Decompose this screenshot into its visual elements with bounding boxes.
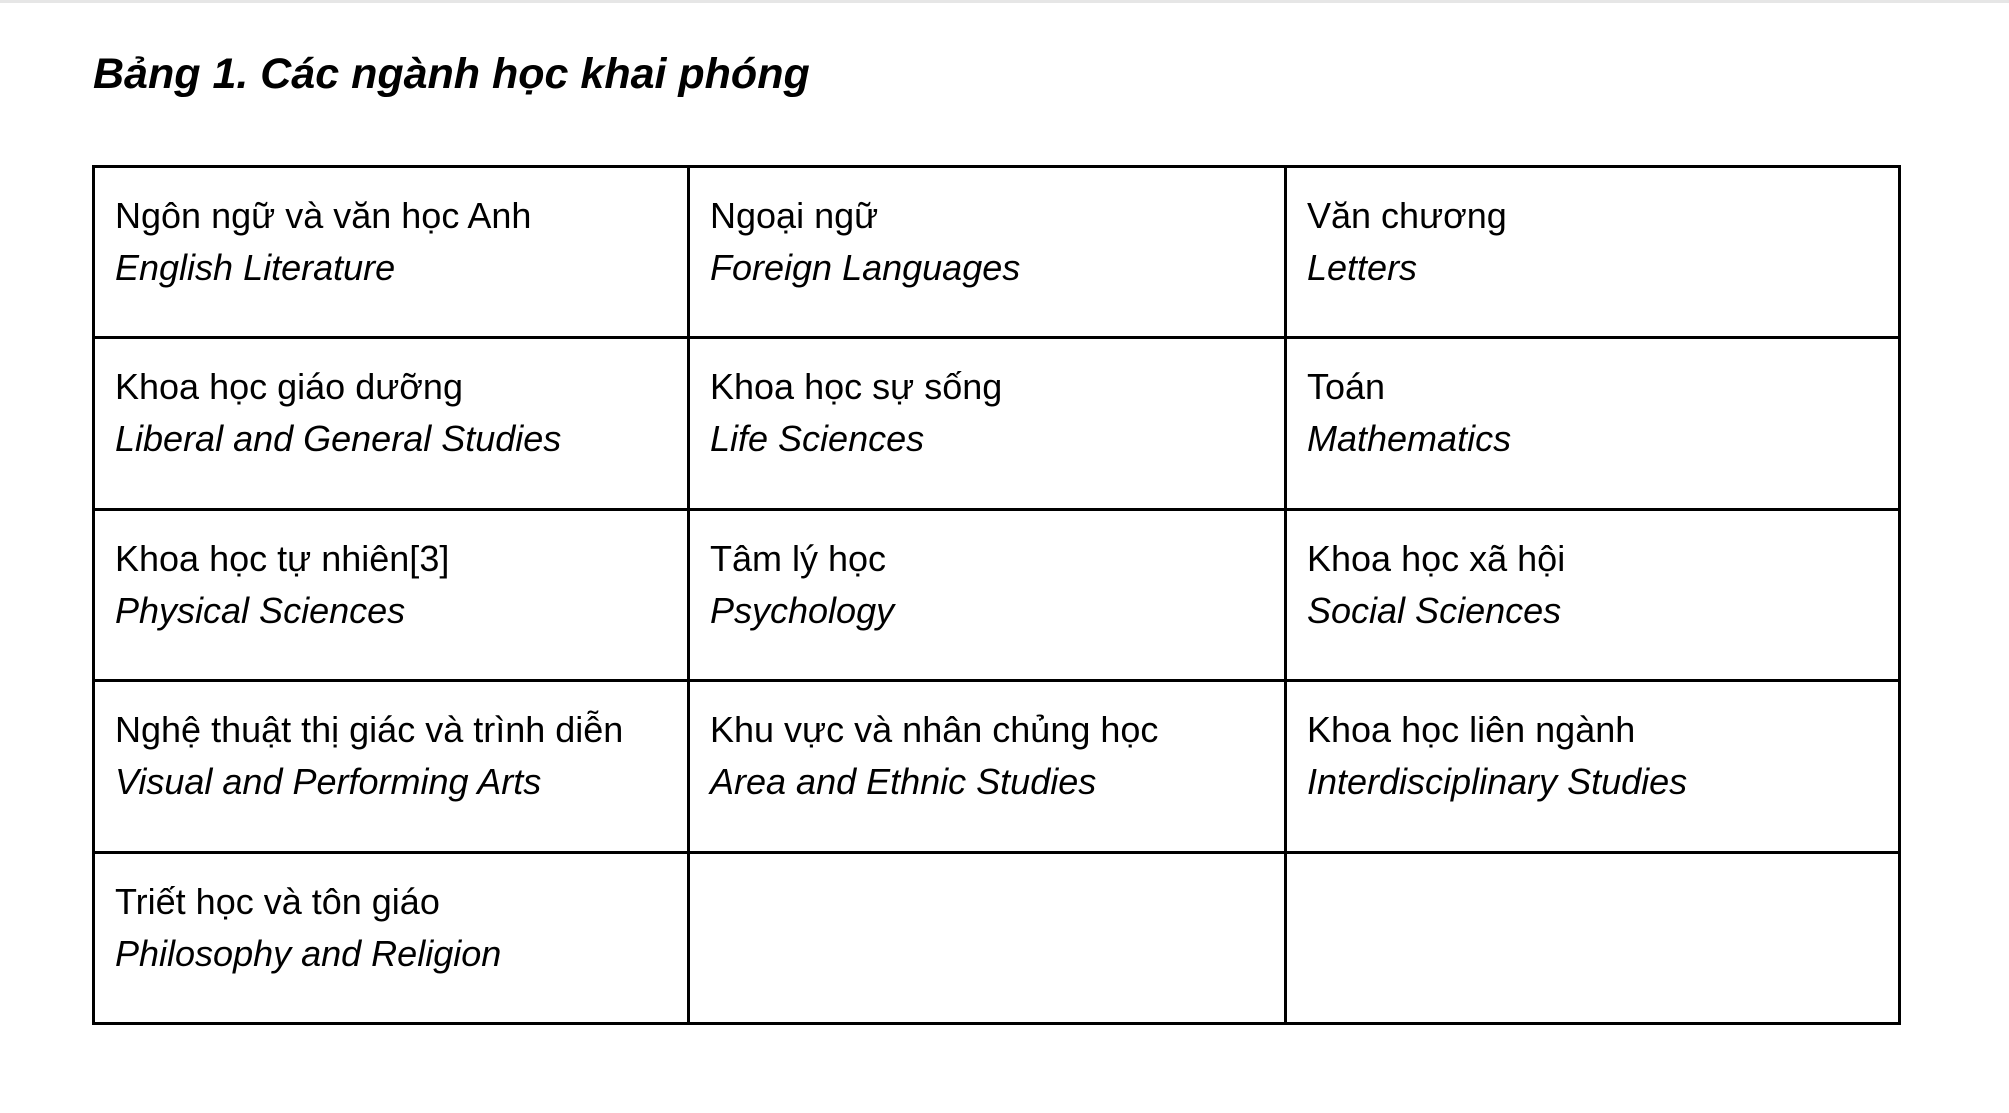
major-name-english: Foreign Languages — [710, 247, 1021, 288]
table-cell — [689, 338, 1286, 509]
major-name-vietnamese: Nghệ thuật thị giác và trình diễn — [115, 709, 624, 751]
major-name-english: Life Sciences — [710, 418, 925, 460]
table-row — [94, 338, 1900, 509]
major-name-vietnamese: Ngoại ngữ — [710, 195, 879, 236]
major-name-english: English Literature — [115, 247, 396, 288]
table-cell — [689, 167, 1286, 338]
table-cell — [94, 509, 689, 680]
table-row — [94, 509, 1900, 680]
major-name-english: Letters — [1307, 247, 1418, 288]
major-name-vietnamese: Khoa học sự sống — [710, 366, 1003, 408]
major-name-english: Interdisciplinary Studies — [1307, 761, 1688, 803]
major-name-vietnamese: Tâm lý học — [710, 537, 887, 579]
major-name-vietnamese: Ngôn ngữ và văn học Anh — [115, 195, 532, 236]
table-row — [94, 167, 1900, 338]
major-name-english: Liberal and General Studies — [115, 418, 562, 460]
table-cell — [94, 167, 689, 338]
major-name-vietnamese: Khu vực và nhân chủng học — [710, 709, 1159, 751]
table-cell — [94, 681, 689, 852]
majors-table — [92, 165, 1901, 1025]
table-row — [94, 852, 1900, 1023]
major-name-vietnamese: Khoa học giáo dưỡng — [115, 366, 463, 408]
major-name-vietnamese: Toán — [1307, 366, 1386, 408]
major-name-vietnamese: Triết học và tôn giáo — [115, 880, 440, 922]
major-name-vietnamese: Khoa học tự nhiên[3] — [115, 537, 450, 579]
top-divider — [0, 0, 2009, 3]
major-name-english: Psychology — [710, 589, 895, 631]
table-cell — [94, 338, 689, 509]
table-caption: Bảng 1. Các ngành học khai phóng — [93, 50, 810, 98]
table-cell — [94, 852, 689, 1023]
major-name-english: Mathematics — [1307, 418, 1512, 460]
table-cell — [1286, 509, 1900, 680]
major-name-vietnamese: Văn chương — [1307, 195, 1507, 236]
major-name-english: Social Sciences — [1307, 589, 1562, 631]
table-cell — [689, 509, 1286, 680]
major-name-english: Physical Sciences — [115, 589, 406, 631]
table-cell — [689, 681, 1286, 852]
table-cell — [1286, 167, 1900, 338]
table-row — [94, 681, 1900, 852]
major-name-english: Philosophy and Religion — [115, 932, 502, 974]
major-name-vietnamese: Khoa học xã hội — [1307, 537, 1566, 579]
major-name-english: Visual and Performing Arts — [115, 761, 542, 803]
major-name-english: Area and Ethnic Studies — [710, 761, 1097, 803]
major-name-vietnamese: Khoa học liên ngành — [1307, 709, 1636, 751]
table-cell — [1286, 681, 1900, 852]
empty-table-cell — [1286, 852, 1900, 1023]
empty-table-cell — [689, 852, 1286, 1023]
table-cell — [1286, 338, 1900, 509]
